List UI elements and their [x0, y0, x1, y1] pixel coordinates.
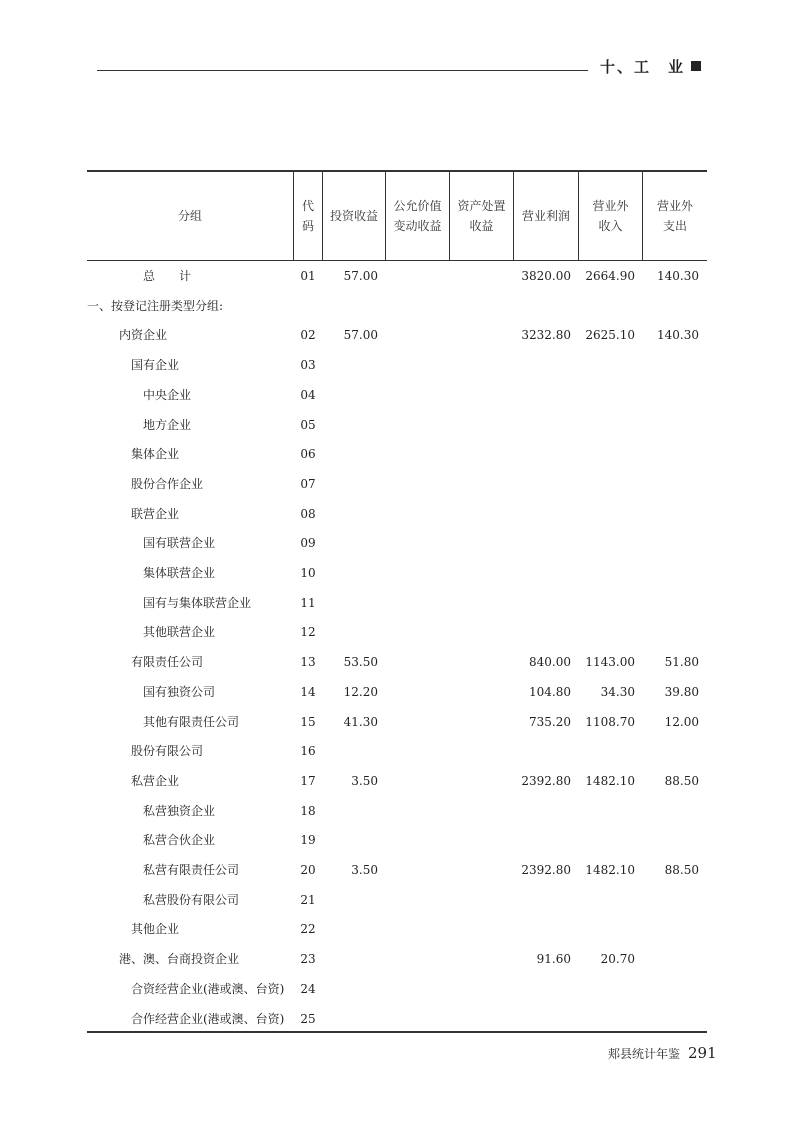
cell-code: 25	[300, 1011, 316, 1026]
column-header-non-operating-expense: 营业外 支出	[656, 199, 693, 233]
table-row	[87, 860, 707, 880]
cell-operating-profit: 2392.80	[521, 863, 571, 877]
column-header-asset-disposal: 资产处置 收益	[457, 199, 506, 233]
cell-operating-profit: 2392.80	[521, 773, 571, 788]
cell-code: 23	[300, 952, 316, 967]
cell-code: 02	[300, 328, 316, 343]
table-row	[87, 979, 707, 999]
cell-operating-profit: 91.60	[536, 952, 571, 967]
table-row	[87, 890, 707, 910]
cell-operating-profit: 3232.80	[521, 328, 571, 343]
cell-code: 21	[300, 892, 316, 907]
cell-investment-income: 3.50	[351, 863, 378, 877]
row-label: 国有与集体联营企业	[143, 595, 252, 610]
cell-non-operating-income: 1482.10	[585, 863, 635, 877]
table-row	[87, 296, 707, 316]
table-row	[87, 622, 707, 642]
table-row	[87, 533, 707, 553]
cell-non-operating-expense: 140.30	[657, 269, 699, 283]
cell-code: 22	[300, 922, 316, 937]
row-label: 内资企业	[119, 328, 168, 343]
row-label: 合资经营企业(港或澳、台资)	[131, 981, 285, 996]
cell-code: 03	[300, 358, 316, 373]
cell-non-operating-income: 1482.10	[585, 773, 635, 788]
cell-operating-profit: 104.80	[529, 684, 571, 699]
row-label: 国有独资公司	[143, 684, 216, 699]
table-row	[87, 801, 707, 821]
cell-code: 09	[300, 536, 316, 551]
table-row	[87, 1009, 707, 1029]
page-number: 291	[688, 1044, 717, 1062]
row-label: 集体企业	[131, 447, 180, 462]
column-header-group: 分组	[177, 209, 202, 223]
cell-non-operating-expense: 88.50	[664, 773, 699, 788]
cell-non-operating-income: 1108.70	[585, 714, 635, 729]
table-row	[87, 682, 707, 702]
row-label: 中央企业	[143, 387, 192, 402]
table-row	[87, 712, 707, 732]
table-row	[87, 385, 707, 405]
cell-operating-profit: 735.20	[529, 714, 571, 729]
row-label: 私营合伙企业	[143, 833, 216, 848]
column-header-investment-income: 投资收益	[329, 209, 378, 223]
row-label: 股份合作企业	[131, 476, 204, 491]
row-label: 国有企业	[131, 358, 180, 373]
cell-code: 19	[300, 833, 316, 848]
cell-non-operating-income: 2625.10	[585, 328, 635, 343]
page-footer	[608, 1044, 717, 1062]
table-row	[87, 771, 707, 791]
row-label: 股份有限公司	[131, 744, 204, 759]
column-header-fair-value-change: 公允价值 变动收益	[393, 199, 442, 233]
column-header-code: 代 码	[301, 199, 314, 233]
table-row	[87, 949, 707, 969]
cell-code: 13	[300, 655, 316, 670]
row-label: 联营企业	[131, 506, 180, 521]
row-label: 私营企业	[131, 773, 180, 788]
table-row	[87, 830, 707, 850]
column-header-operating-profit: 营业利润	[521, 209, 570, 223]
cell-non-operating-income: 1143.00	[585, 655, 635, 670]
cell-non-operating-expense: 12.00	[664, 714, 699, 729]
table-row	[87, 415, 707, 435]
cell-non-operating-income: 20.70	[600, 952, 635, 967]
table-row	[87, 504, 707, 524]
cell-investment-income: 41.30	[343, 714, 378, 729]
row-label: 私营股份有限公司	[143, 892, 240, 907]
cell-code: 18	[300, 803, 316, 818]
cell-code: 10	[300, 566, 316, 580]
cell-code: 16	[300, 744, 316, 759]
table-row	[87, 266, 707, 286]
row-label: 有限责任公司	[131, 655, 204, 670]
row-label: 合作经营企业(港或澳、台资)	[131, 1011, 285, 1026]
cell-non-operating-income: 2664.90	[585, 269, 635, 283]
cell-non-operating-income: 34.30	[600, 684, 635, 699]
row-label: 其他有限责任公司	[143, 714, 240, 729]
cell-code: 15	[300, 714, 316, 729]
table-row	[87, 652, 707, 672]
table-row	[87, 593, 707, 613]
cell-non-operating-expense: 39.80	[664, 684, 699, 699]
cell-code: 20	[300, 863, 316, 877]
cell-investment-income: 53.50	[343, 655, 378, 670]
cell-code: 01	[300, 269, 316, 283]
cell-operating-profit: 3820.00	[521, 269, 571, 283]
cell-code: 06	[300, 447, 316, 462]
row-label: 私营独资企业	[143, 803, 216, 818]
cell-code: 11	[300, 595, 316, 610]
row-label: 港、澳、台商投资企业	[119, 952, 240, 967]
column-header-non-operating-income: 营业外 收入	[592, 199, 629, 233]
row-label: 国有联营企业	[143, 536, 216, 551]
cell-code: 04	[300, 387, 316, 402]
chapter-title: 十、工 业	[600, 58, 686, 76]
cell-code: 08	[300, 506, 316, 521]
cell-code: 05	[300, 417, 316, 432]
row-label: 集体联营企业	[143, 566, 216, 580]
row-label: 其他企业	[131, 922, 180, 937]
cell-non-operating-expense: 140.30	[657, 328, 699, 343]
cell-code: 17	[300, 773, 316, 788]
book-title: 郏县统计年鉴	[608, 1047, 681, 1061]
cell-code: 07	[300, 476, 316, 491]
table-row	[87, 741, 707, 761]
cell-non-operating-expense: 88.50	[664, 863, 699, 877]
cell-operating-profit: 840.00	[529, 655, 571, 670]
cell-non-operating-expense: 51.80	[664, 655, 699, 670]
row-label: 一、按登记注册类型分组:	[87, 298, 224, 313]
table-row	[87, 563, 707, 583]
row-label: 地方企业	[143, 417, 192, 432]
cell-investment-income: 12.20	[343, 684, 378, 699]
cell-investment-income: 3.50	[351, 773, 378, 788]
table-row	[87, 355, 707, 375]
table-row	[87, 444, 707, 464]
cell-investment-income: 57.00	[343, 269, 378, 283]
table-row	[87, 919, 707, 939]
row-label: 私营有限责任公司	[143, 863, 240, 877]
table-row	[87, 325, 707, 345]
cell-code: 12	[300, 625, 316, 640]
row-label: 其他联营企业	[143, 625, 216, 640]
cell-code: 14	[300, 684, 316, 699]
cell-investment-income: 57.00	[343, 328, 378, 343]
cell-code: 24	[300, 981, 316, 996]
table-row	[87, 474, 707, 494]
row-label: 总 计	[143, 269, 192, 283]
